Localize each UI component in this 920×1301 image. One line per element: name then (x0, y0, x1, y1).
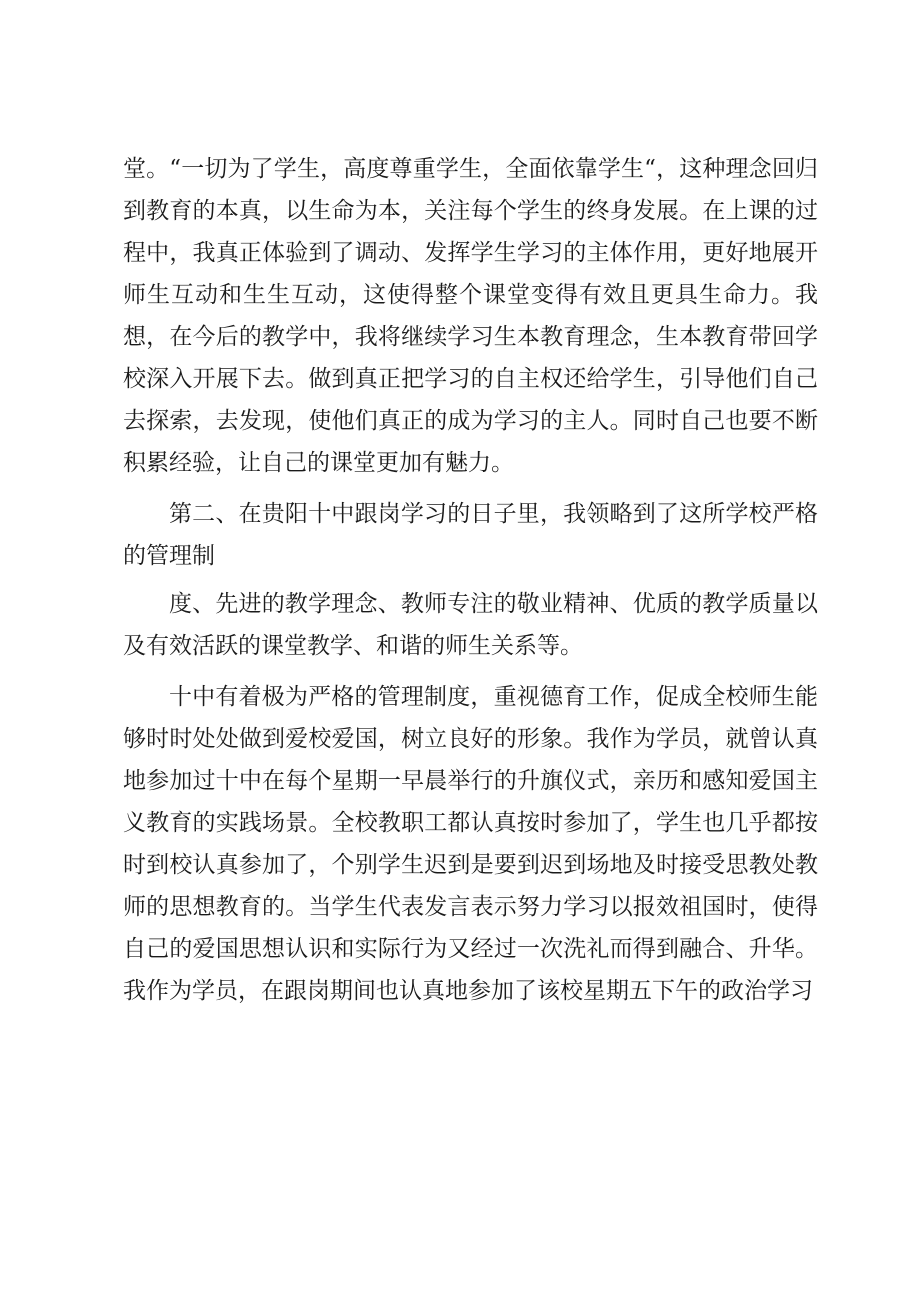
document-body (123, 148, 818, 1012)
paragraph-4: 十中有着极为严格的管理制度，重视德育工作，促成全校师生能够时时处处做到爱校爱国，树立良好的形象。我作为学员，就曾认真地参加过十中在每个星期一早晨举行的升旗仪式，亲历和感知爱国主义教育的实践场景。全校教职工都认真按时参加了，学生也几乎都按时到校认真参加了，个别学生迟到是要到迟到场地及时接受思教处教师的思想教育的。当学生代表发言表示努力学习以报效祖国时，使得自己的爱国思想认识和实际行为又经过一次洗礼而得到融合、升华。我作为学员，在跟岗期间也认真地参加了该校星期五下午的政治学习 (123, 684, 818, 1004)
paragraph-1: 堂。“一切为了学生，高度尊重学生，全面依靠学生“，这种理念回归到教育的本真，以生命为本，关注每个学生的终身发展。在上课的过程中，我真正体验到了调动、发挥学生学习的主体作用，更好地展开师生互动和生生互动，这使得整个课堂变得有效且更具生命力。我想，在今后的教学中，我将继续学习生本教育理念，生本教育带回学校深入开展下去。做到真正把学习的自主权还给学生，引导他们自己去探索，去发现，使他们真正的成为学习的主人。同时自己也要不断积累经验，让自己的课堂更加有魅力。 (123, 156, 818, 476)
paragraph-2: 第二、在贵阳十中跟岗学习的日子里，我领略到了这所学校严格的管理制 (123, 501, 818, 569)
paragraph-3: 度、先进的教学理念、教师专注的敬业精神、优质的教学质量以及有效活跃的课堂教学、和谐的师生关系等。 (123, 591, 818, 659)
